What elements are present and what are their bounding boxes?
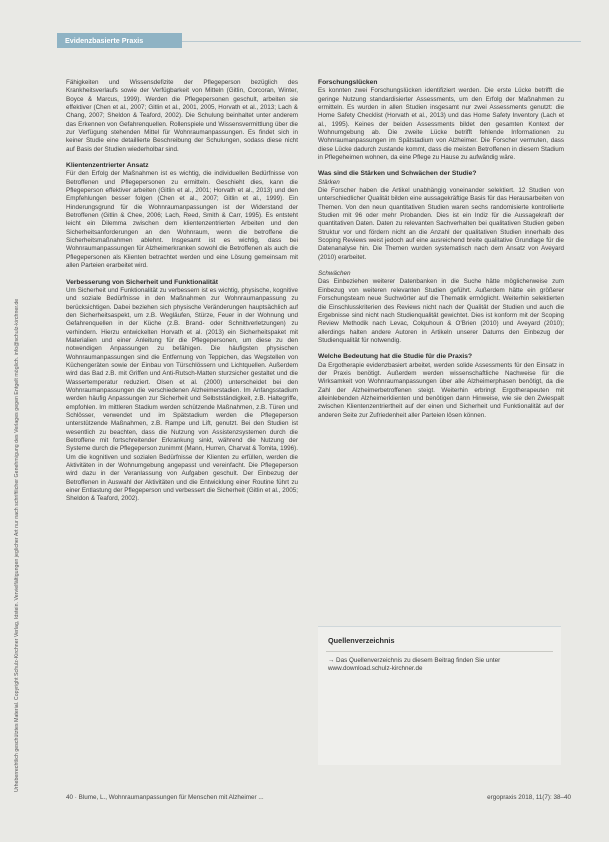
section-label: Evidenzbasierte Praxis	[57, 33, 182, 48]
references-title: Quellenverzeichnis	[328, 636, 395, 645]
section-heading: Welche Bedeutung hat die Studie für die Praxis?	[318, 353, 473, 361]
subheading: Schwächen	[318, 270, 351, 278]
section-text: Die Forscher haben die Artikel unabhängig voneinander selektiert. 12 Studien von unterschiedlicher Qualität bilden eine aussagekräftige Basis für das Herausarbeiten von Themen. Von den neun quantitativen Studien waren sechs randomisierte kontrollierte Studien mit 96 oder mehr Probanden. Dies ist ein Indiz für die Aussagekraft der quantitativen Daten. Daten zu relevanten Sachverhalten bei qualitativen Studien geben Struktur vor und fördern nicht an die Anzahl der qualitativen Studien innerhalb des Scoping Reviews weist jedoch auf eine ausreichend breite qualitative Grundlage für die Datenanalyse hin. Die Themen wurden systematisch nach dem Ansatz von Aveyard (2010) erarbeitet.	[318, 187, 564, 261]
intro-paragraph: Fähigkeiten und Wissensdefizite der Pflegeperson bezüglich des Krankheitsverlaufs sowie der Verfügbarkeit von Mitteln (Gitlin, Corcoran, Winter, Boyce & Marcus, 1999). Werden die Pflegepersonen geschult, arbeiten sie effektiver (Chen et al., 2007; Gitlin et al., 2001, 2005, Horvath et al., 2013; Lach & Chang, 2007; Sheldon & Teaford, 2002). Die Schulung beinhaltet unter anderem das Erkennen von Gefahrenquellen. Rollenspiele und Wissensvermittlung über die zur Verfügung stehenden Mittel für Wohnraumanpassungen. Es findet sich in keiner Studie eine detaillierte Beschreibung der Schulungen, sodass diese nicht auf Basis der Studien wiederholbar sind.	[66, 79, 298, 153]
footer-right: ergopraxis 2018, 11(7): 38–40	[487, 794, 571, 801]
section-heading: Was sind die Stärken und Schwächen der Studie?	[318, 170, 477, 178]
copyright-side-note	[4, 92, 20, 792]
footer-left: 40 · Blume, L., Wohnraumanpassungen für Menschen mit Alzheimer ...	[66, 794, 264, 801]
subheading: Stärken	[318, 178, 340, 186]
references-box	[318, 626, 561, 765]
section-text: Das Einbeziehen weiterer Datenbanken in die Suche hätte möglicherweise zum Einbezug von weiteren relevanten Studien geführt. Außerdem hätte ein größerer Forschungsteam neue Suchwörter auf die Thematik ermöglicht. Weiterhin selektierten die Einschlusskriterien des Reviews nicht nach der Qualität der Studien und auch die Ergebnisse sind nicht nach Studienqualität gewichtet. Dies ist konform mit der Scoping Review Methodik nach Levac, Colquhoun & O'Brien (2010) und Aveyard (2010); allerdings halten andere Autoren in Artikeln unserer Datums den Einbezug der Studienqualität für notwendig.	[318, 278, 564, 344]
section-text: Für den Erfolg der Maßnahmen ist es wichtig, die individuellen Bedürfnisse von Betroffenen und Pflegepersonen zu ermitteln. Geschieht dies, kann die Pflegeperson effektiver arbeiten (Gitlin et al., 2001; Horvath et al., 2013) und den Empfehlungen besser folgen (Chen et al., 2007; Gitlin et al., 1999). Ein Hinderungsgrund für die Wohnraumanpassungen ist der Widerstand der Betroffenen (Gitlin & Chee, 2006; Lach, Reed, Smith & Carr, 1995). Es entsteht leicht ein Dilemma zwischen dem klientenzentrierten Arbeiten und den Sicherheitsanforderungen an den Wohnraum, wenn die betroffene die Sicherheitsmaßnahmen ablehnt. Insgesamt ist es wichtig, dass bei Wohnraumanpassungen für Alzheimerkranken sowohl die Betroffenen als auch die Pflegepersonen als Klienten betrachtet werden und eine Lösung gemeinsam mit allen Parteien erarbeitet wird.	[66, 170, 298, 270]
section-text: Um Sicherheit und Funktionalität zu verbessern ist es wichtig, physische, kognitive und soziale Bedürfnisse in den Maßnahmen zur Wohnraumanpassung zu berücksichtigen. Dabei beziehen sich physische Veränderungen hauptsächlich auf den Sicherheitsaspekt, um z.B. Wegläufen, Stürze, Feuer in der Wohnung und Gefahrenquellen in der Küche (z.B. Brand- oder Schnittverletzungen) zu verhindern. Hierzu entwickelten Horvath et al. (2013) ein Sicherheitspaket mit Materialien und einer Anleitung für die Pflegepersonen, um diese zu den notwendigen Anpassungen zu befähigen. Die häufigsten physischen Wohnraumanpassungen sind die Entfernung von Teppichen, das Wegstellen von Küchengeräten sowie der Einbau von Türschlössern und Lichtquellen. Außerdem wird das Bad z.B. mit Griffen und Anti-Rutsch-Matten sturzsicher gestaltet und die Wassertemperatur reduziert. Olsen et al. (2000) unterscheidet bei den Wohnraumanpassungen die verschiedenen Alzheimerstadien. Im Anfangsstadium werden häufig Anpassungen zur Sicherheit und Selbstständigkeit, z.B. Haltegriffe, empfohlen. Im mittleren Stadium werden schützende Maßnahmen, z.B. Türen und Schlösser, verwendet und im Spätstadium werden die Pflegeperson unterstützende Maßnahmen, z.B. Rampe und Lift, genutzt. Bei den Studien ist wesentlich zu beachten, dass die Nutzung von Assistenzsystemen durch die Betroffene mit fortschreitender Erkrankung sinkt, während die Nutzung der Systeme durch die Pflegeperson zunimmt (Mann, Hurren, Charvat & Tomita, 1996). Um die kognitiven und sozialen Bedürfnisse der Klienten zu erfüllen, werden die Aktivitäten in der Wohnumgebung angepasst und vereinfacht. Die Pflegeperson wird dazu in der Veranlassung von Aufgaben geschult. Der Einbezug der Betroffenen in Auswahl der Aktivitäten und die Entwicklung einer Routine führt zu einer Entlastung der Pflegeperson und verbessert die Sicherheit (Gitlin et al., 2005; Sheldon & Teaford, 2002).	[66, 286, 298, 503]
section-heading: Verbesserung von Sicherheit und Funktionalität	[66, 278, 218, 286]
section-heading: Klientenzentrierter Ansatz	[66, 162, 149, 170]
header-rule	[182, 41, 581, 42]
copyright-text: Urheberrechtlich geschütztes Material. Copyright Schulz-Kirchner Verlag, Idstein. Vervielfältigungen jeglicher Art nur nach schriftlicher Genehmigung des Verlages gegen Entgelt möglich. info@schulz-kirchner.de	[14, 298, 20, 792]
section-text: Es konnten zwei Forschungslücken identifiziert werden. Die erste Lücke betrifft die geringe Nutzung standardisierter Assessments, um den Erfolg der Maßnahmen zu ermitteln. Es wurden in allen Studien insgesamt nur zwei Assessments genutzt: die Home Safety Checklist (Horvath et al., 2013) und das Home Safety Inventory (Lach et al., 1995). Keines der beiden Assessments bildet den gesamten Kontext der Wohnumgebung ab. Die zweite Lücke betrifft fehlende Informationen zu Wohnraumanpassungen im Spätstadium von Alzheimer. Die Forscher vermuten, dass diese Lücke dadurch zustande kommt, dass die meisten Betroffenen in diesem Stadium in Pflegeheimen wohnen, da eine Pflege zu Hause zu aufwändig wäre.	[318, 87, 564, 162]
section-heading: Forschungslücken	[318, 79, 378, 86]
right-column	[318, 79, 564, 420]
section-text: Da Ergotherapie evidenzbasiert arbeitet, werden solide Assessments für den Einsatz in der Praxis benötigt. Außerdem werden wissenschaftliche Nachweise für die Wirksamkeit von Wohnraumanpassungen über alle Alzheimerphasen benötigt, da die Zahl der Alzheimerbetroffenen steigt. Weiterhin erbringt Ergotherapeuten mit alleinlebenden Alzheimerklienten und benötigen dann Hinweise, wie sie den Zwiespalt zwischen Klientenzentriertheit auf der einen und Sicherheit und Funktionalität auf der anderen Seite zur Zufriedenheit aller Parteien lösen können.	[318, 361, 564, 419]
left-column	[66, 79, 298, 504]
references-text: → Das Quellenverzeichnis zu diesem Beitrag finden Sie unter www.download.schulz-kirchner.de	[328, 657, 501, 673]
references-divider	[326, 651, 553, 652]
